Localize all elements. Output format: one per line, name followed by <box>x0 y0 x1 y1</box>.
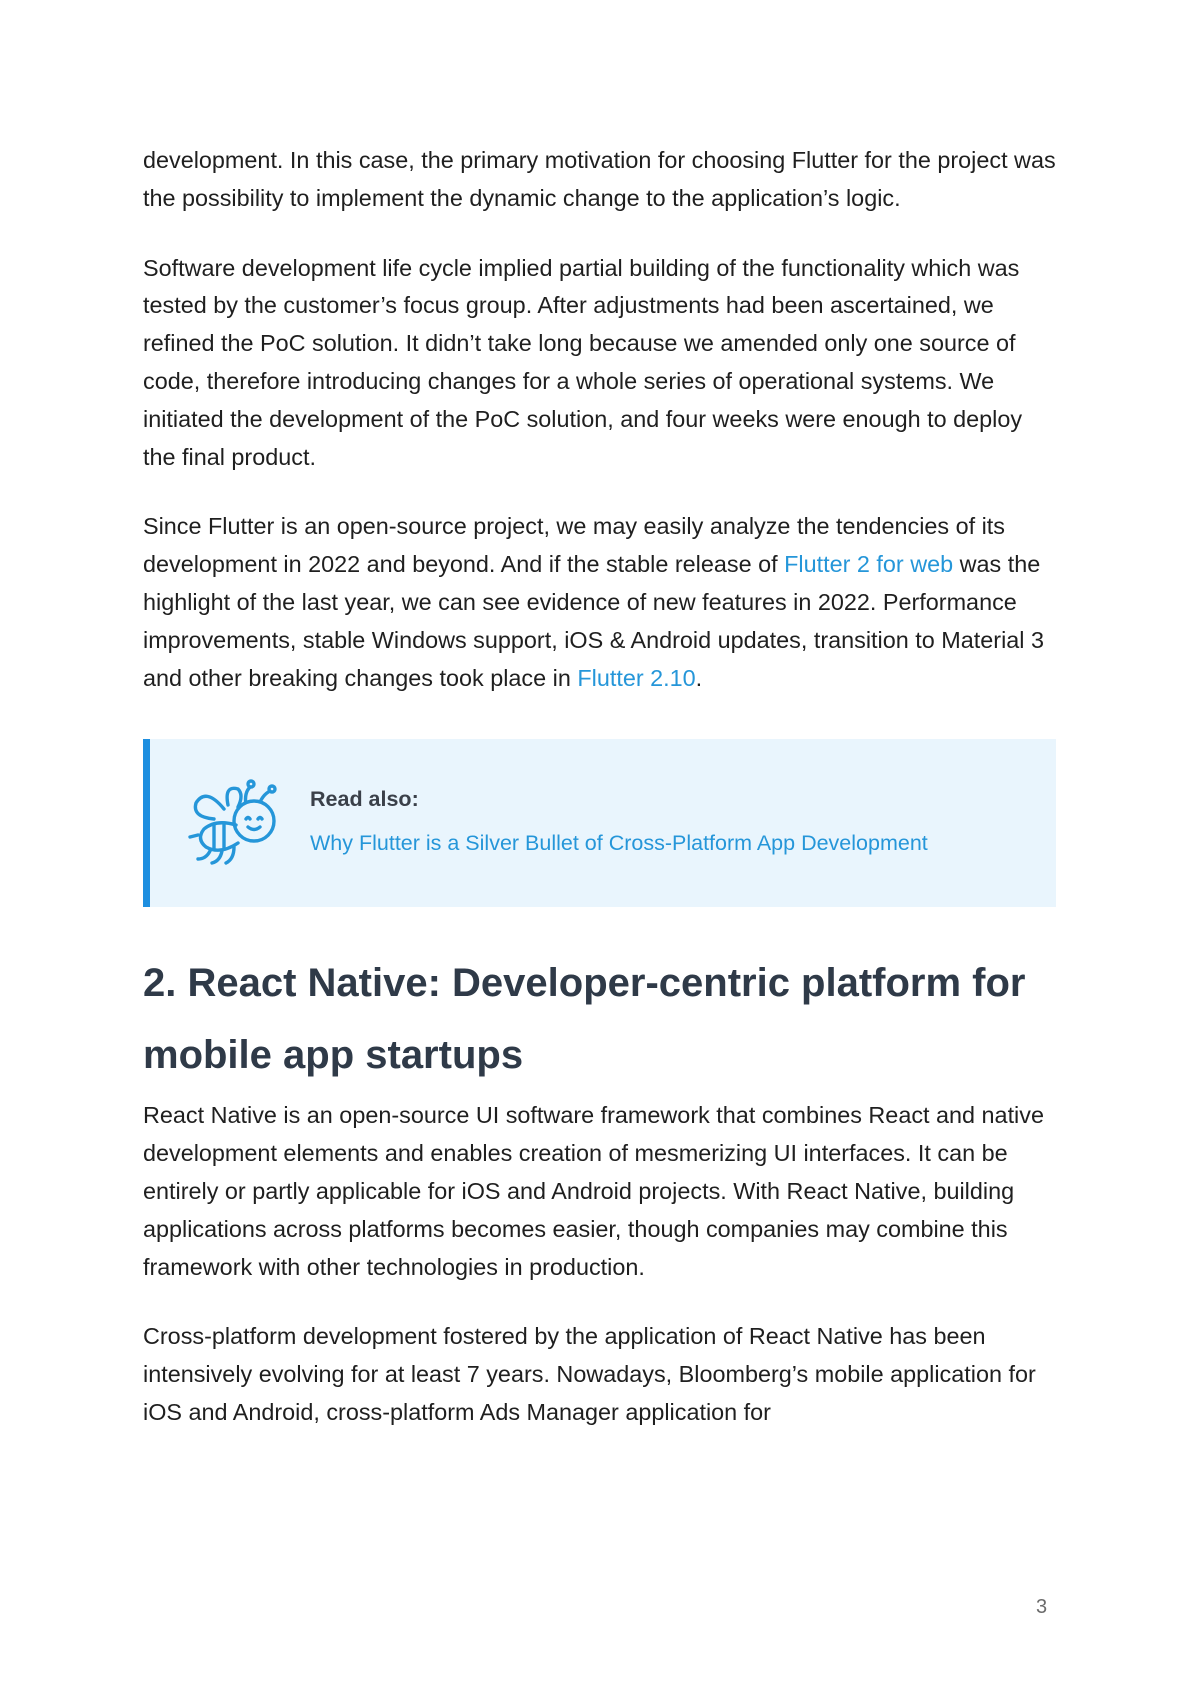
paragraph-text: Since Flutter is an open-source project, we may easily analyze the tendencies of its development in 2022 and beyond. And if the stable release of <box>143 513 1005 578</box>
paragraph-flutter-trends <box>143 508 1056 697</box>
paragraph-text: . <box>695 664 703 691</box>
paragraph-react-native-history: Cross-platform development fostered by the application of React Native has been intensively evolving for at least 7 years. Nowadays, Bloomberg’s mobile application for iOS and Android, cross-platform Ads Manager application for <box>143 1323 1036 1425</box>
paragraph-text: was the highlight of the last year, we can see evidence of new features in 2022. Performance improvements, stable Windows support, iOS & Android updates, transition to Material 3 and other breaking changes took place in <box>143 551 1044 691</box>
read-also-callout <box>143 739 1056 907</box>
document-page <box>143 142 1056 1432</box>
paragraph-sdlc: Software development life cycle implied partial building of the functionality which was tested by the customer’s focus group. After adjustments had been ascertained, we refined the PoC solution. It didn’t take long because we amended only one source of code, therefore introducing changes for a whole series of operational systems. We initiated the development of the PoC solution, and four weeks were enough to deploy the final product. <box>143 254 1023 470</box>
paragraph-intro-continuation: development. In this case, the primary motivation for choosing Flutter for the project was the possibility to implement the dynamic change to the application’s logic. <box>143 147 1056 211</box>
bee-mascot-icon <box>184 775 282 871</box>
read-also-article-link[interactable]: Why Flutter is a Silver Bullet of Cross-Platform App Development <box>310 831 928 856</box>
page-number: 3 <box>1036 1596 1048 1618</box>
flutter-2-10-link[interactable]: Flutter 2.10 <box>577 664 696 691</box>
read-also-title: Read also: <box>310 787 419 812</box>
section-heading: 2. React Native: Developer-centric platform for mobile app startups <box>143 961 1026 1078</box>
paragraph-react-native-intro: React Native is an open-source UI software framework that combines React and native development elements and enables creation of mesmerizing UI interfaces. It can be entirely or partly applicable for iOS and Android projects. With React Native, building applications across platforms becomes easier, though companies may combine this framework with other technologies in production. <box>143 1102 1044 1280</box>
flutter-2-for-web-link[interactable]: Flutter 2 for web <box>784 551 954 578</box>
